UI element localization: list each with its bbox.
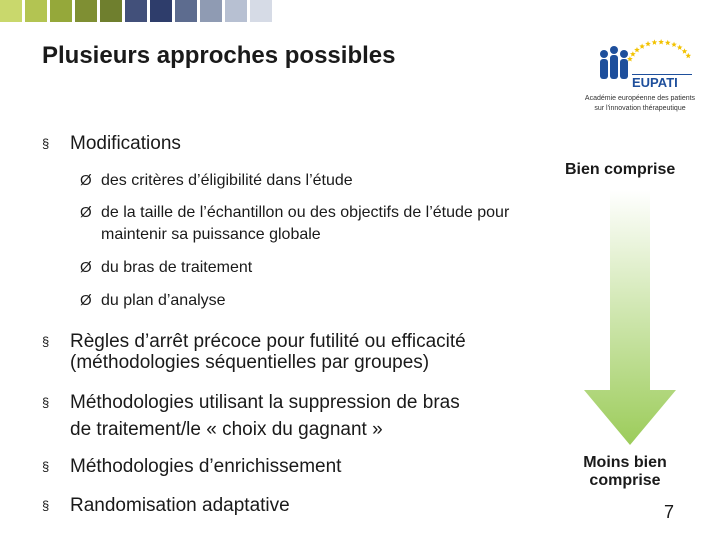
bullet-modifications: Modifications <box>70 133 181 154</box>
arrow-bullet-icon: Ø <box>80 259 92 276</box>
star-icon <box>652 39 658 44</box>
star-ring-icon <box>627 39 691 62</box>
page-number: 7 <box>664 502 675 522</box>
star-icon <box>665 40 671 45</box>
sub-bullet-analysis-plan: du plan d’analyse <box>101 292 226 309</box>
arrow-bottom-label-line1: Moins bien <box>583 454 667 471</box>
header-color-squares <box>0 0 272 22</box>
header-color-square <box>250 0 272 22</box>
eupati-logo <box>570 32 710 122</box>
square-bullet-icon: § <box>42 395 50 410</box>
sub-bullet-sample-size-line2: maintenir sa puissance globale <box>101 226 321 243</box>
sub-bullet-treatment-arm: du bras de traitement <box>101 259 253 276</box>
square-bullet-icon: § <box>42 136 50 151</box>
logo-wordmark: EUPATI <box>632 75 678 90</box>
arrow-bullet-icon: Ø <box>80 204 92 221</box>
bullet-arm-dropping-line2: de traitement/le « choix du gagnant » <box>70 419 383 440</box>
square-bullet-icon: § <box>42 498 50 513</box>
star-icon <box>630 51 636 56</box>
star-icon <box>671 42 677 47</box>
header-color-square <box>75 0 97 22</box>
logo-tagline <box>570 94 710 114</box>
sub-bullet-eligibility: des critères d’éligibilité dans l’étude <box>101 172 353 189</box>
arrow-bullet-icon: Ø <box>80 292 92 309</box>
bullet-adaptive-randomisation: Randomisation adaptative <box>70 495 290 516</box>
header-color-square <box>50 0 72 22</box>
bullet-arm-dropping-line1: Méthodologies utilisant la suppression de bras <box>70 392 460 413</box>
star-icon <box>645 41 651 46</box>
header-color-square <box>175 0 197 22</box>
header-color-square <box>25 0 47 22</box>
square-bullet-icon: § <box>42 334 50 349</box>
star-icon <box>677 45 683 50</box>
header-color-square <box>150 0 172 22</box>
header-color-square <box>225 0 247 22</box>
sub-bullet-sample-size-line1: de la taille de l’échantillon ou des objectifs de l’étude pour <box>101 204 510 221</box>
star-icon <box>682 48 688 53</box>
logo-tagline-line2: sur l'innovation thérapeutique <box>594 105 686 112</box>
star-icon <box>658 39 664 44</box>
people-silhouettes-icon <box>600 46 628 79</box>
header-color-square <box>0 0 22 22</box>
logo-tagline-line1: Académie européenne des patients <box>584 95 696 102</box>
star-icon <box>639 43 645 48</box>
arrow-bottom-label-line2: comprise <box>589 472 661 489</box>
slide-title: Plusieurs approches possibles <box>42 42 396 69</box>
bullet-stopping-rules-line1: Règles d’arrêt précoce pour futilité ou efficacité <box>70 331 466 352</box>
arrow-top-label: Bien comprise <box>565 161 676 178</box>
header-color-square <box>125 0 147 22</box>
star-icon <box>685 53 691 58</box>
star-icon <box>627 56 633 61</box>
arrow-bottom-label <box>572 454 678 490</box>
eupati-logo-mark <box>582 36 700 96</box>
arrow-bullet-icon: Ø <box>80 172 92 189</box>
bullet-stopping-rules-line2: (méthodologies séquentielles par groupes) <box>70 352 430 373</box>
header-color-square <box>200 0 222 22</box>
understanding-gradient-arrow <box>580 190 680 450</box>
star-icon <box>634 47 640 52</box>
bullet-enrichment: Méthodologies d’enrichissement <box>70 456 342 477</box>
square-bullet-icon: § <box>42 459 50 474</box>
header-color-square <box>100 0 122 22</box>
